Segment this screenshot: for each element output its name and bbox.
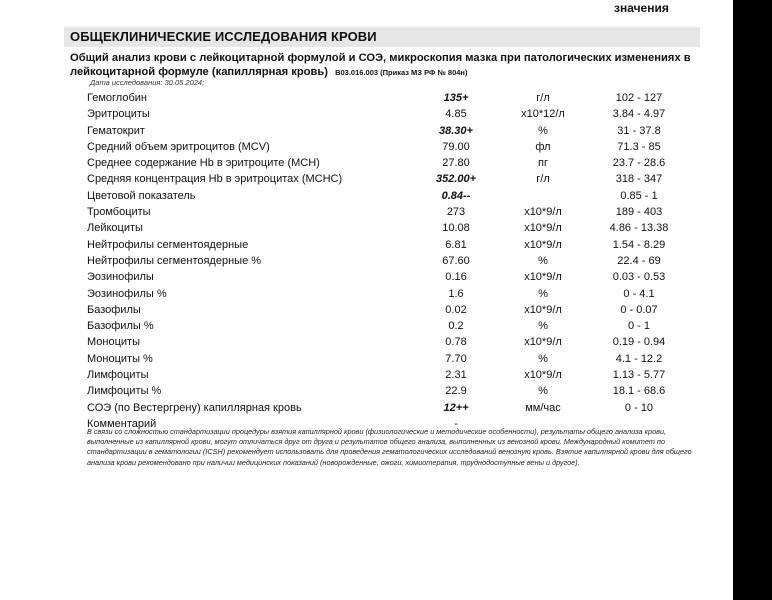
result-value: 79.00: [442, 140, 470, 153]
result-name: Гемоглобин: [87, 92, 147, 104]
result-unit: фл: [535, 140, 551, 153]
result-unit: г/л: [536, 173, 550, 186]
result-unit: %: [538, 124, 548, 137]
result-unit: %: [538, 320, 548, 333]
result-reference-range: 0 - 4.1: [623, 287, 655, 300]
result-value: 0.16: [445, 271, 467, 284]
result-value: 0.78: [445, 336, 467, 349]
result-value: 10.08: [442, 222, 470, 235]
result-row: [0, 253, 733, 269]
result-unit: x10*9/л: [524, 369, 562, 382]
result-reference-range: 3.84 - 4.97: [612, 108, 666, 121]
result-name: Нейтрофилы сегментоядерные %: [87, 254, 262, 267]
result-name: Средний объем эритроцитов (MCV): [87, 140, 270, 153]
result-row: [0, 220, 733, 236]
result-unit: x10*9/л: [524, 206, 562, 219]
result-value: 22.9: [445, 385, 467, 398]
result-reference-range: 0.19 - 0.94: [612, 336, 666, 349]
result-row: [0, 383, 733, 399]
result-unit: x10*9/л: [524, 303, 562, 316]
result-name: СОЭ (по Вестергрену) капиллярная кровь: [87, 401, 302, 414]
result-value: 7.70: [445, 352, 467, 365]
test-title-text: Общий анализ крови с лейкоцитарной формулой и СОЭ, микроскопия мазка при патологических изменениях в лейкоцитарной формуле (капиллярная кровь): [70, 52, 691, 78]
result-unit: пг: [538, 157, 548, 170]
test-title: [70, 51, 700, 80]
result-reference-range: 1.54 - 8.29: [612, 238, 666, 251]
result-name: Лейкоциты: [87, 222, 143, 235]
result-name: Гематокрит: [87, 124, 145, 137]
result-value: -: [454, 417, 458, 430]
result-reference-range: 71.3 - 85: [617, 140, 661, 153]
result-reference-range: 31 - 37.8: [617, 124, 661, 137]
result-reference-range: 1.13 - 5.77: [612, 369, 666, 382]
result-row: [0, 269, 733, 285]
result-unit: г/л: [536, 92, 550, 104]
result-row: [0, 286, 733, 302]
result-value: 12++: [443, 401, 469, 414]
result-reference-range: 102 - 127: [615, 92, 663, 104]
result-unit: %: [538, 385, 548, 398]
result-value: 0.02: [445, 303, 467, 316]
result-reference-range: 22.4 - 69: [617, 254, 661, 267]
result-name: Тромбоциты: [87, 206, 151, 219]
result-reference-range: 4.86 - 13.38: [609, 222, 669, 235]
result-name: Эозинофилы: [87, 271, 154, 284]
result-value: 6.81: [445, 238, 467, 251]
result-row: [0, 237, 733, 253]
result-value: 352.00+: [435, 173, 477, 186]
result-reference-range: 0.03 - 0.53: [612, 271, 666, 284]
result-unit: %: [538, 352, 548, 365]
section-title: ОБЩЕКЛИНИЧЕСКИЕ ИССЛЕДОВАНИЯ КРОВИ: [70, 29, 377, 44]
result-name: Эритроциты: [87, 108, 150, 121]
result-row: [0, 302, 733, 318]
result-reference-range: 189 - 403: [615, 206, 663, 219]
result-value: 4.85: [445, 108, 467, 121]
result-unit: %: [538, 287, 548, 300]
result-reference-range: 0.85 - 1: [620, 189, 658, 202]
result-name: Средняя концентрация Hb в эритроцитах (MCHC): [87, 173, 343, 186]
results-table: [0, 90, 733, 432]
result-value: 1.6: [448, 287, 464, 300]
result-unit: x10*9/л: [524, 222, 562, 235]
result-name: Цветовой показатель: [87, 189, 196, 202]
result-unit: x10*9/л: [524, 238, 562, 251]
result-reference-range: 23.7 - 28.6: [612, 157, 666, 170]
result-name: Моноциты %: [87, 352, 153, 365]
result-unit: x10*9/л: [524, 271, 562, 284]
result-row: [0, 90, 733, 106]
result-row: [0, 400, 733, 416]
result-name: Среднее содержание Hb в эритроците (MCH): [87, 157, 320, 170]
column-header-reference: значения: [614, 1, 669, 15]
result-row: [0, 204, 733, 220]
result-name: Эозинофилы %: [87, 287, 167, 300]
result-reference-range: 18.1 - 68.6: [612, 385, 666, 398]
result-value: 27.80: [442, 157, 470, 170]
result-row: [0, 351, 733, 367]
result-value: 135+: [443, 92, 469, 104]
result-unit: x10*9/л: [524, 336, 562, 349]
result-reference-range: 0 - 10: [624, 401, 654, 414]
result-reference-range: 0 - 1: [627, 320, 650, 333]
result-row: [0, 188, 733, 204]
result-row: [0, 367, 733, 383]
result-row: [0, 123, 733, 139]
result-name: Моноциты: [87, 336, 140, 349]
footnote: В связи со сложностью стандартизации процедуры взятия капиллярной крови (физиологические и методические особенности), результаты общего анализа крови, выполненные из капиллярной крови, могут отличаться друг от друга и результатов общего анализа, выполненных из венозной крови. Международный комитет по стандартизации в гематологии (ICSH) рекомендует использовать для проведения гематологических исследований венозную кровь. Взятие капиллярной крови для общего анализа крови рекомендовано при наличии медицинских показаний (новорожденные, ожоги, химиотерапия, труднодоступные вены и другое).: [87, 427, 692, 467]
result-unit: x10*12/л: [521, 108, 565, 121]
result-unit: %: [538, 254, 548, 267]
result-row: [0, 155, 733, 171]
result-reference-range: 318 - 347: [615, 173, 663, 186]
result-row: [0, 139, 733, 155]
result-value: 0.84--: [441, 189, 471, 202]
result-reference-range: 0 - 0.07: [620, 303, 658, 316]
result-name: Комментарий: [87, 417, 157, 430]
result-value: 2.31: [445, 369, 467, 382]
study-date: Дата исследования: 30.05.2024;: [90, 78, 205, 87]
test-code: B03.016.003 (Приказ МЗ РФ № 804н): [335, 68, 468, 77]
result-name: Базофилы: [87, 303, 141, 316]
result-name: Лимфоциты %: [87, 385, 162, 398]
result-row: [0, 318, 733, 334]
result-name: Нейтрофилы сегментоядерные: [87, 238, 249, 251]
result-value: 0.2: [448, 320, 464, 333]
result-row: [0, 171, 733, 187]
result-value: 67.60: [442, 254, 470, 267]
result-unit: мм/час: [525, 401, 561, 414]
result-value: 38.30+: [439, 124, 473, 137]
result-row: [0, 334, 733, 350]
result-reference-range: 4.1 - 12.2: [615, 352, 663, 365]
result-row: [0, 106, 733, 122]
result-name: Лимфоциты: [87, 369, 149, 382]
result-name: Базофилы %: [87, 320, 154, 333]
result-value: 273: [446, 206, 466, 219]
